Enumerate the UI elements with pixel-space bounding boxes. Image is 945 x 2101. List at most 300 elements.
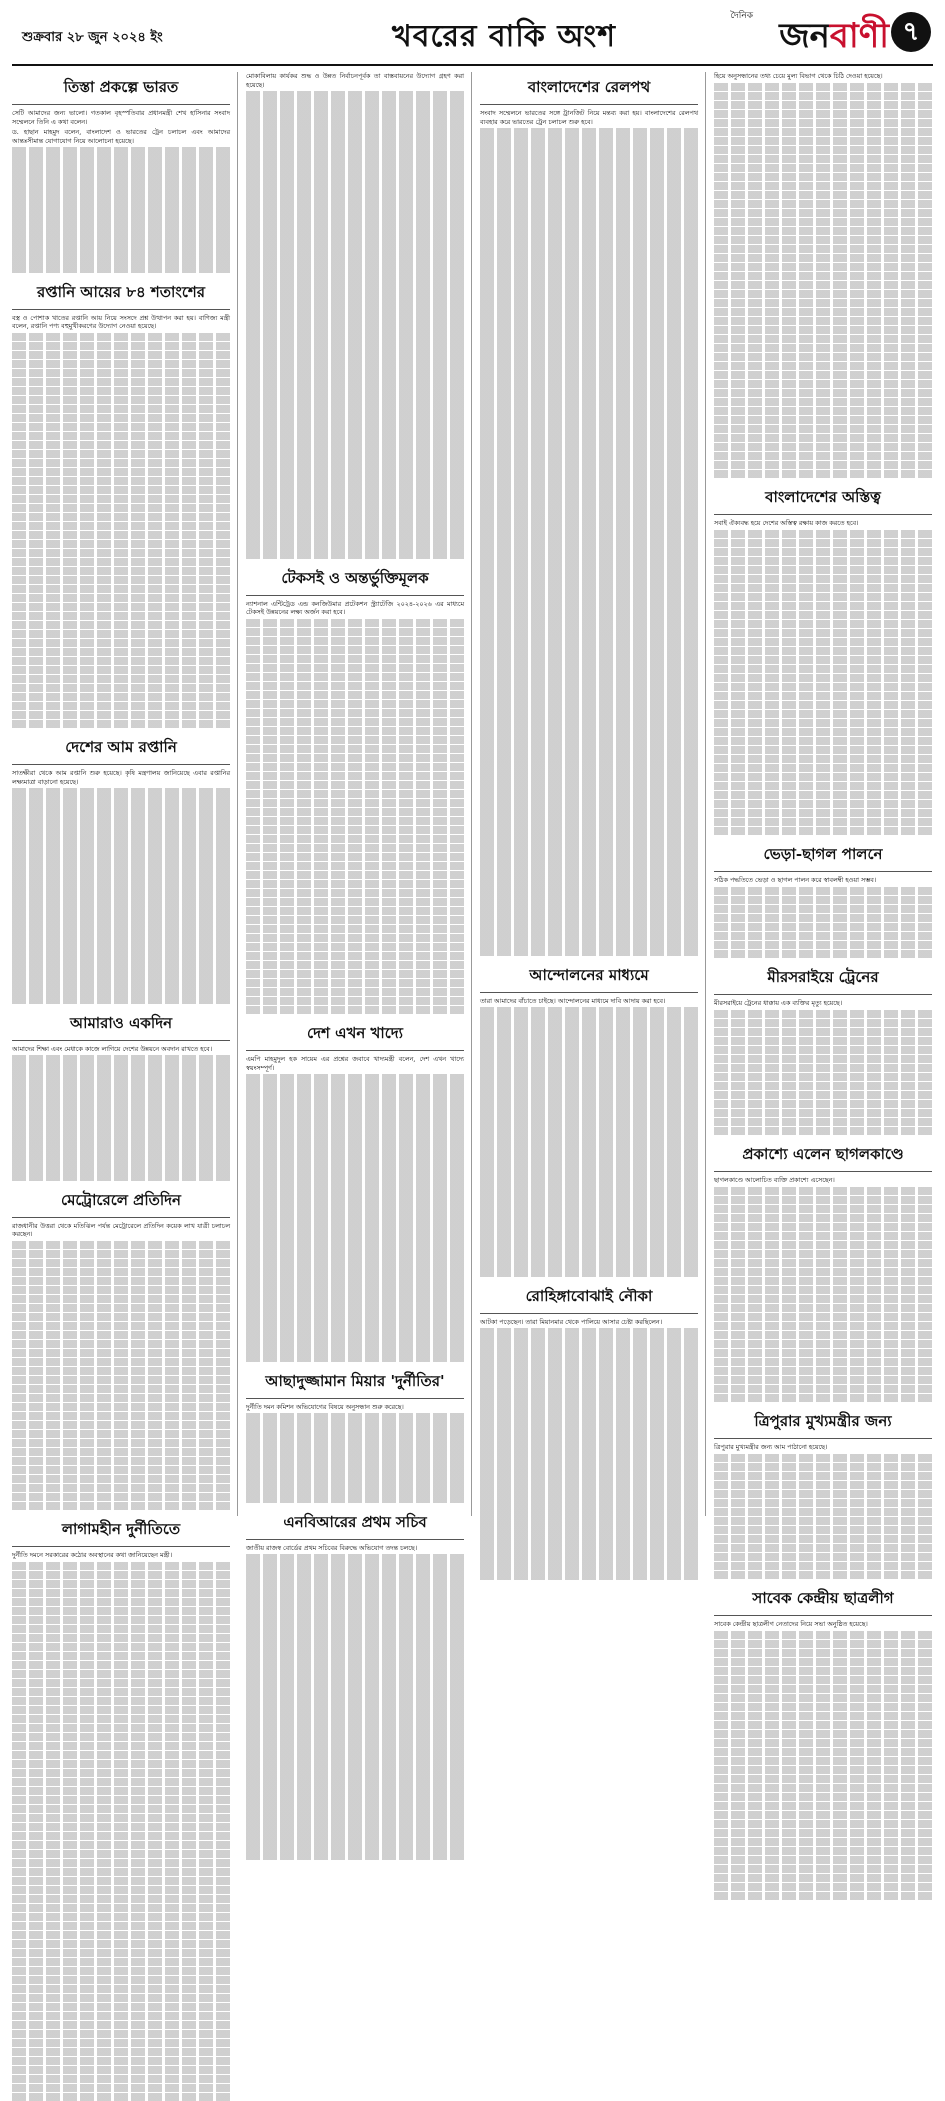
text-line: [246, 826, 464, 835]
text-line: [714, 227, 932, 236]
text-line: [246, 943, 464, 952]
text-line: [480, 1454, 698, 1463]
text-line: [12, 531, 230, 540]
text-line: [12, 156, 230, 165]
text-line: [246, 217, 464, 226]
text-line: [714, 1268, 932, 1277]
article-body: [246, 1403, 464, 1503]
article-body: [246, 1055, 464, 1362]
text-line: [480, 650, 698, 659]
text-line: [480, 641, 698, 650]
text-line: [480, 668, 698, 677]
text-line: [12, 711, 230, 720]
text-line: [246, 118, 464, 127]
text-line: [480, 866, 698, 875]
text-line: [480, 200, 698, 209]
text-line: [714, 1553, 932, 1562]
text-line: [714, 1730, 932, 1739]
text-line: [480, 281, 698, 290]
text-line: [480, 938, 698, 947]
text-line: [246, 1779, 464, 1788]
text-line: [12, 675, 230, 684]
text-line: [714, 1856, 932, 1865]
text-line: [246, 1635, 464, 1644]
text-line: [714, 764, 932, 773]
text-line: [246, 1662, 464, 1671]
text-line: [12, 2012, 230, 2021]
article-headline: লাগামহীন দুর্নীতিতে: [12, 1516, 230, 1547]
text-line: [246, 1644, 464, 1653]
article-headline: সাবেক কেন্দ্রীয় ছাত্রলীগ: [714, 1585, 932, 1616]
text-line: [12, 1562, 230, 1571]
text-line: [480, 533, 698, 542]
text-line: [12, 183, 230, 192]
text-line: [714, 335, 932, 344]
text-line: [246, 433, 464, 442]
text-line: [714, 119, 932, 128]
text-line: [246, 1074, 464, 1083]
text-line: [714, 530, 932, 539]
text-line: [480, 560, 698, 569]
text-line: [714, 818, 932, 827]
text-line: [246, 523, 464, 532]
text-line: [714, 1010, 932, 1019]
text-line: [714, 155, 932, 164]
text-line: [246, 325, 464, 334]
text-line: [480, 209, 698, 218]
text-line: [714, 638, 932, 647]
text-line: [12, 405, 230, 414]
text-line: [714, 1712, 932, 1721]
text-line: [480, 1070, 698, 1079]
text-line: [714, 452, 932, 461]
text-line: [714, 1187, 932, 1196]
text-line: [12, 788, 230, 797]
text-line: [12, 1904, 230, 1913]
text-line: [480, 839, 698, 848]
text-line: [480, 1382, 698, 1391]
text-line: [480, 659, 698, 668]
text-line: [12, 1607, 230, 1616]
text-line: [714, 308, 932, 317]
text-line: [480, 515, 698, 524]
text-line: [714, 1508, 932, 1517]
text-line: [12, 977, 230, 986]
text-line: [480, 191, 698, 200]
text-line: [12, 968, 230, 977]
text-line: [12, 201, 230, 210]
text-line: [246, 1308, 464, 1317]
text-line: [12, 639, 230, 648]
text-line: [480, 794, 698, 803]
text-line: [246, 1326, 464, 1335]
text-line: [714, 1055, 932, 1064]
article: [714, 72, 932, 478]
text-line: [480, 1571, 698, 1580]
article-body: [12, 769, 230, 1004]
text-line: [12, 657, 230, 666]
text-line: [480, 362, 698, 371]
text-line: [480, 1463, 698, 1472]
article-body: [12, 314, 230, 729]
text-line: [714, 1784, 932, 1793]
text-line: [714, 1544, 932, 1553]
text-line: [714, 1820, 932, 1829]
text-line: [246, 1335, 464, 1344]
text-line: [246, 1449, 464, 1458]
text-line: [12, 1598, 230, 1607]
text-line: [714, 245, 932, 254]
text-line: [480, 875, 698, 884]
text-line: [246, 334, 464, 343]
text-line: [12, 2003, 230, 2012]
text-line: [714, 629, 932, 638]
text-line: [12, 1385, 230, 1394]
text-line: [12, 1976, 230, 1985]
text-line: [246, 1626, 464, 1635]
text-line: [12, 1163, 230, 1172]
text-line: [714, 1127, 932, 1136]
text-line: [714, 1223, 932, 1232]
text-line: [246, 1119, 464, 1128]
text-line: [12, 1484, 230, 1493]
text-line: [480, 227, 698, 236]
text-line: [480, 776, 698, 785]
text-line: [714, 1019, 932, 1028]
text-line: [12, 504, 230, 513]
text-line: [480, 1007, 698, 1016]
text-line: [714, 914, 932, 923]
text-line: [12, 1724, 230, 1733]
text-line: [480, 569, 698, 578]
text-line: [246, 226, 464, 235]
text-line: [12, 1358, 230, 1367]
text-line: [246, 388, 464, 397]
article: [714, 1141, 932, 1402]
text-line: [246, 718, 464, 727]
text-line: [480, 1535, 698, 1544]
text-line: [480, 1124, 698, 1133]
text-line: [480, 317, 698, 326]
text-line: [12, 423, 230, 432]
newspaper-logo: [779, 10, 889, 67]
text-line: [246, 664, 464, 673]
text-line: [12, 720, 230, 729]
text-line: [714, 701, 932, 710]
text-line: [480, 443, 698, 452]
text-line: [714, 1649, 932, 1658]
text-line: [246, 1581, 464, 1590]
text-line: [246, 190, 464, 199]
text-line: [246, 853, 464, 862]
text-line: [714, 1685, 932, 1694]
text-line: [480, 1427, 698, 1436]
text-line: [12, 255, 230, 264]
issue-date: শুক্রবার ২৮ জুন ২০২৪ ইং: [22, 28, 163, 49]
text-line: [480, 1409, 698, 1418]
article-body: [714, 519, 932, 835]
text-line: [246, 1110, 464, 1119]
text-line: [714, 1037, 932, 1046]
text-line: [480, 1268, 698, 1277]
text-line: [714, 1358, 932, 1367]
text-line: [12, 941, 230, 950]
text-line: [714, 1394, 932, 1403]
text-line: [12, 932, 230, 941]
text-line: [12, 612, 230, 621]
text-line: [12, 147, 230, 156]
text-line: [12, 360, 230, 369]
text-line: [246, 478, 464, 487]
text-line: [246, 145, 464, 154]
text-line: [480, 596, 698, 605]
logo-suffix: বাণী: [830, 16, 889, 56]
text-line: [714, 281, 932, 290]
text-line: [480, 128, 698, 137]
text-line: [12, 1778, 230, 1787]
text-line: [246, 1281, 464, 1290]
article: [480, 962, 698, 1277]
text-line: [246, 406, 464, 415]
text-line: [246, 1006, 464, 1015]
text-line: [12, 648, 230, 657]
text-line: [714, 566, 932, 575]
article-paragraph: জাতীয় রাজস্ব বোর্ডের প্রথম সচিবের বিরুদ্ধে অভিযোগ তদন্ত চলছে।: [246, 1544, 464, 1553]
text-line: [246, 1572, 464, 1581]
text-line: [714, 1340, 932, 1349]
text-line: [714, 1793, 932, 1802]
text-line: [480, 1445, 698, 1454]
text-line: [12, 576, 230, 585]
text-line: [714, 272, 932, 281]
article: [12, 1010, 230, 1181]
text-line: [714, 1631, 932, 1640]
text-line: [480, 542, 698, 551]
text-line: [12, 414, 230, 423]
text-line: [12, 914, 230, 923]
text-line: [12, 351, 230, 360]
text-line: [12, 1367, 230, 1376]
text-line: [12, 1403, 230, 1412]
text-line: [480, 893, 698, 902]
text-line: [246, 181, 464, 190]
text-line: [480, 146, 698, 155]
text-line: [246, 871, 464, 880]
text-line: [480, 1241, 698, 1250]
text-line: [480, 173, 698, 182]
text-line: [12, 1466, 230, 1475]
text-line: [246, 1101, 464, 1110]
text-line: [714, 83, 932, 92]
text-line: [246, 235, 464, 244]
text-line: [246, 1476, 464, 1485]
text-line: [480, 1043, 698, 1052]
text-line: [480, 524, 698, 533]
text-line: [246, 1689, 464, 1698]
text-line: [714, 1748, 932, 1757]
text-line: [480, 1517, 698, 1526]
text-line: [480, 695, 698, 704]
text-line: [480, 929, 698, 938]
text-line: [12, 1172, 230, 1181]
text-line: [714, 1811, 932, 1820]
text-line: [480, 1079, 698, 1088]
text-line: [12, 2057, 230, 2066]
text-line: [246, 1236, 464, 1245]
text-line: [246, 469, 464, 478]
text-line: [480, 272, 698, 281]
text-line: [480, 1160, 698, 1169]
text-line: [12, 333, 230, 342]
text-line: [480, 245, 698, 254]
text-line: [12, 2084, 230, 2093]
article-body: [480, 109, 698, 956]
text-line: [246, 316, 464, 325]
text-line: [714, 1490, 932, 1499]
text-line: [12, 1439, 230, 1448]
article: [714, 841, 932, 958]
text-line: [246, 298, 464, 307]
text-line: [246, 628, 464, 637]
logo-tagline: দৈনিক: [730, 8, 753, 23]
text-line: [12, 2039, 230, 2048]
text-line: [12, 1670, 230, 1679]
text-line: [246, 1092, 464, 1101]
text-line: [714, 950, 932, 959]
text-line: [714, 1250, 932, 1259]
text-line: [12, 1688, 230, 1697]
text-line: [480, 1490, 698, 1499]
text-line: [714, 1304, 932, 1313]
article: [714, 964, 932, 1135]
text-line: [480, 452, 698, 461]
text-line: [12, 1259, 230, 1268]
text-line: [12, 1457, 230, 1466]
text-line: [12, 246, 230, 255]
text-line: [714, 1109, 932, 1118]
text-line: [12, 1661, 230, 1670]
text-line: [714, 557, 932, 566]
text-line: [12, 842, 230, 851]
text-line: [246, 925, 464, 934]
text-line: [714, 1703, 932, 1712]
text-line: [12, 1805, 230, 1814]
text-line: [246, 1707, 464, 1716]
text-line: [480, 470, 698, 479]
text-line: [12, 1796, 230, 1805]
text-line: [246, 1290, 464, 1299]
text-line: [246, 1617, 464, 1626]
text-line: [12, 666, 230, 675]
text-line: [714, 755, 932, 764]
column-3: [480, 72, 698, 1516]
text-line: [246, 1653, 464, 1662]
text-line: [714, 1196, 932, 1205]
text-line: [714, 620, 932, 629]
article-headline: তিস্তা প্রকল্পে ভারত: [12, 74, 230, 105]
text-line: [714, 344, 932, 353]
text-line: [12, 1475, 230, 1484]
article: [12, 1516, 230, 2101]
text-line: [12, 2093, 230, 2101]
text-line: [714, 683, 932, 692]
article: [246, 1020, 464, 1362]
text-line: [246, 1413, 464, 1422]
text-line: [714, 1535, 932, 1544]
text-line: [714, 1376, 932, 1385]
text-line: [714, 128, 932, 137]
text-line: [480, 1553, 698, 1562]
text-line: [12, 693, 230, 702]
text-line: [246, 1743, 464, 1752]
text-line: [246, 1137, 464, 1146]
article: [246, 1509, 464, 1860]
text-line: [714, 236, 932, 245]
text-line: [12, 621, 230, 630]
text-line: [714, 539, 932, 548]
text-line: [480, 902, 698, 911]
text-line: [12, 1643, 230, 1652]
text-line: [246, 1227, 464, 1236]
text-line: [246, 280, 464, 289]
text-line: [12, 995, 230, 1004]
text-line: [246, 1824, 464, 1833]
text-line: [714, 254, 932, 263]
page-number: ৭: [891, 12, 931, 52]
text-line: [12, 237, 230, 246]
text-line: [246, 1554, 464, 1563]
text-line: [246, 1788, 464, 1797]
article-paragraph: দুর্নীতি দমন কমিশন অভিযোগের বিষয়ে অনুসন্ধান শুরু করেছে।: [246, 1403, 464, 1412]
masthead: [12, 6, 933, 66]
text-line: [12, 1868, 230, 1877]
text-line: [714, 1082, 932, 1091]
text-line: [12, 1931, 230, 1940]
text-line: [246, 1182, 464, 1191]
text-line: [12, 684, 230, 693]
text-line: [714, 728, 932, 737]
text-line: [246, 1851, 464, 1860]
text-line: [714, 407, 932, 416]
text-line: [714, 200, 932, 209]
text-line: [246, 763, 464, 772]
text-line: [246, 532, 464, 541]
column-divider: [705, 72, 706, 1516]
text-line: [246, 442, 464, 451]
text-line: [480, 353, 698, 362]
text-line: [12, 174, 230, 183]
article-headline: এনবিআরের প্রথম সচিব: [246, 1509, 464, 1540]
text-line: [12, 2021, 230, 2030]
text-line: [246, 1317, 464, 1326]
article: [12, 279, 230, 729]
text-line: [246, 1173, 464, 1182]
text-line: [480, 1025, 698, 1034]
text-line: [714, 1064, 932, 1073]
article: [246, 72, 464, 559]
text-line: [12, 1340, 230, 1349]
text-line: [480, 1052, 698, 1061]
text-line: [480, 434, 698, 443]
text-line: [12, 1697, 230, 1706]
text-line: [714, 380, 932, 389]
text-line: [12, 585, 230, 594]
text-line: [246, 1128, 464, 1137]
text-line: [714, 146, 932, 155]
text-line: [12, 1136, 230, 1145]
text-line: [12, 1082, 230, 1091]
article: [714, 484, 932, 835]
